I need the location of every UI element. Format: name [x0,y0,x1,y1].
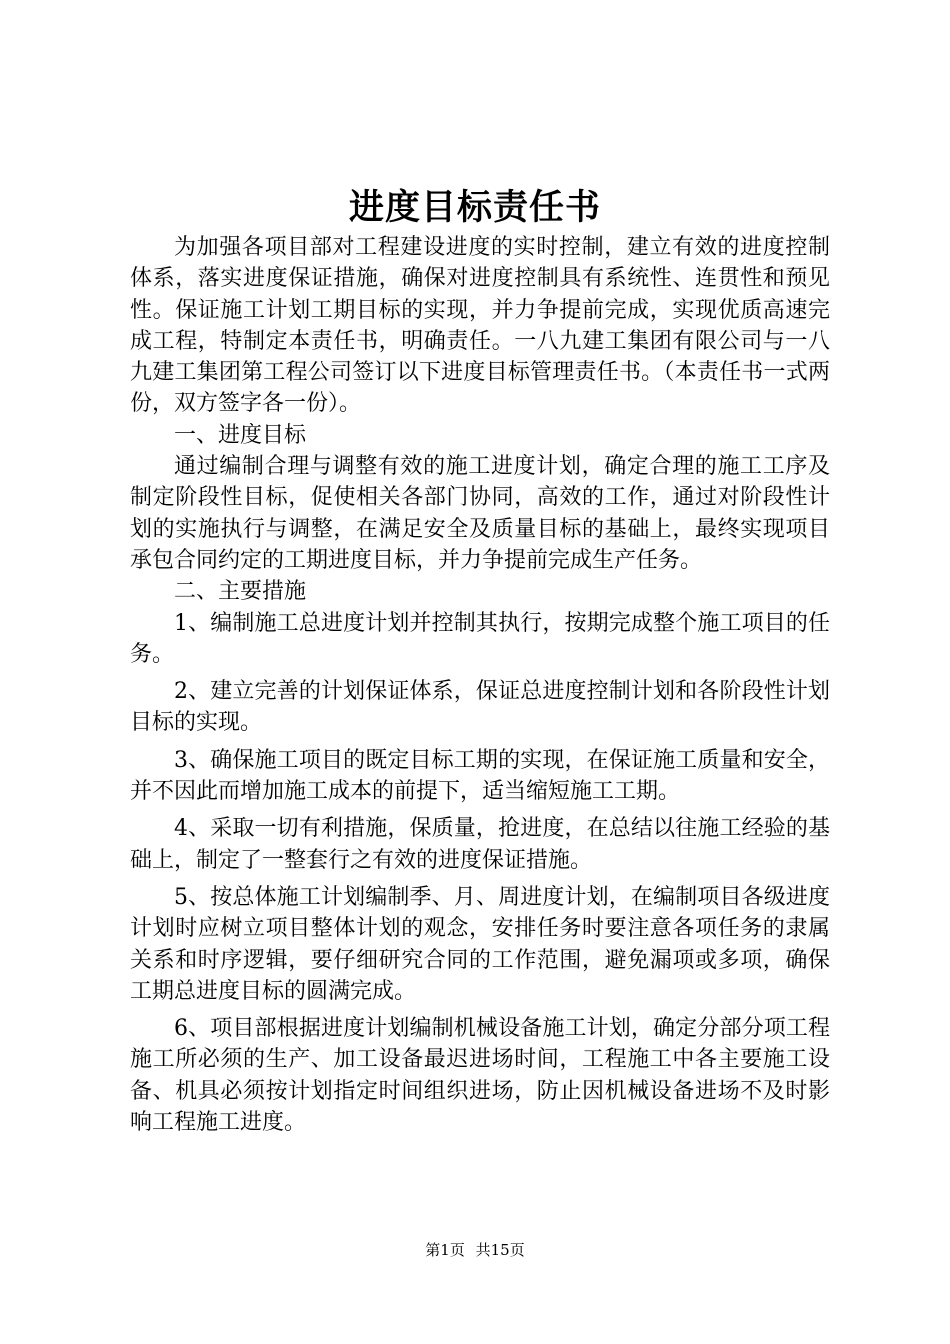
measure-item-1: 1、编制施工总进度计划并控制其执行，按期完成整个施工项目的任务。 [130,610,830,667]
measure-item-3: 3、确保施工项目的既定目标工期的实现，在保证施工质量和安全，并不因此而增加施工成本的前提下，适当缩短施工工期。 [130,747,830,805]
section-heading-main-measures: 二、主要措施 [174,579,307,605]
document-title: 进度目标责任书 [348,188,601,228]
intro-paragraph: 为加强各项目部对工程建设进度的实时控制，建立有效的进度控制体系，落实进度保证措施，确保对进度控制具有系统性、连贯性和预见性。保证施工计划工期目标的实现，并力争提前完成，实现优质高速完成工程，特制定本责任书，明确责任。一八九建工集团有限公司与一八九建工集团第工程公司签订以下进度目标管理责任书。（本责任书一式两份，双方签字各一份）。 [130,235,830,417]
page-footer [0,1240,950,1260]
measure-item-4: 4、采取一切有利措施，保质量，抢进度，在总结以往施工经验的基础上，制定了一整套行之有效的进度保证措施。 [130,816,830,873]
measure-item-5: 5、按总体施工计划编制季、月、周进度计划，在编制项目各级进度计划时应树立项目整体计划的观念，安排任务时要注意各项任务的隶属关系和时序逻辑，要仔细研究合同的工作范围，避免漏项或多项，确保工期总进度目标的圆满完成。 [130,884,830,1004]
section-heading-progress-goal: 一、进度目标 [174,422,307,448]
measure-item-2: 2、建立完善的计划保证体系，保证总进度控制计划和各阶段性计划目标的实现。 [130,679,830,736]
page-number: 第1页 [425,1241,465,1259]
document-body [130,232,830,1138]
progress-goal-paragraph: 通过编制合理与调整有效的施工进度计划，确定合理的施工工序及制定阶段性目标，促使相关各部门协同，高效的工作，通过对阶段性计划的实施执行与调整，在满足安全及质量目标的基础上，最终实现项目承包合同约定的工期进度目标，并力争提前完成生产任务。 [130,454,830,573]
measure-item-6: 6、项目部根据进度计划编制机械设备施工计划，确定分部分项工程施工所必须的生产、加工设备最迟进场时间，工程施工中各主要施工设备、机具必须按计划指定时间组织进场，防止因机械设备进场不及时影响工程施工进度。 [130,1016,830,1136]
page-total: 共15页 [475,1241,525,1259]
